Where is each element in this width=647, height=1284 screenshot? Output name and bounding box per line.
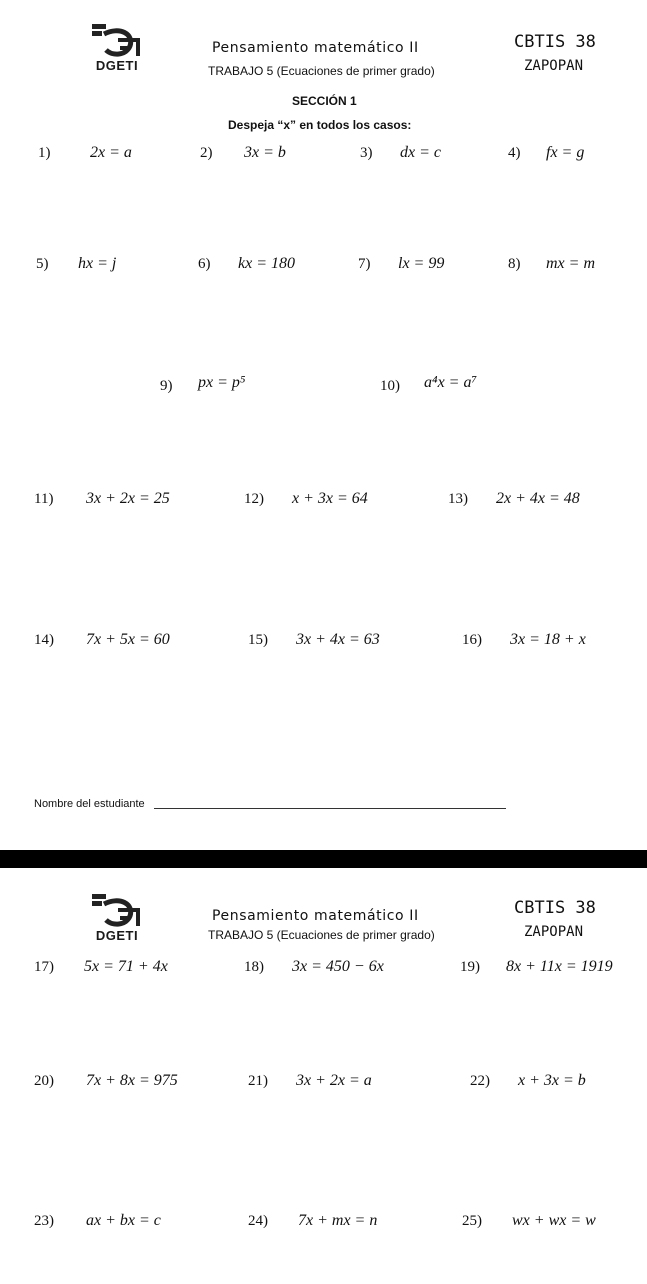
problem-equation: hx = j [78,255,117,272]
problem-equation: 3x = b [244,144,286,161]
school-name: CBTIS 38 [514,32,596,52]
problem-equation: 7x + 8x = 975 [86,1072,178,1089]
problem-equation: px = p⁵ [198,374,246,391]
page-divider [0,850,647,868]
problem-equation: 8x + 11x = 1919 [506,958,613,975]
school-name: CBTIS 38 [514,898,596,918]
problem-equation: 2x + 4x = 48 [496,490,580,507]
problem-equation: mx = m [546,255,596,272]
student-name-line[interactable] [154,808,506,809]
problem-equation: x + 3x = 64 [292,490,368,507]
problem-number: 9) [160,378,173,394]
problem-equation: lx = 99 [398,255,445,272]
problem-number: 16) [462,632,482,648]
problem-equation: wx + wx = w [512,1212,596,1229]
assignment-title: TRABAJO 5 (Ecuaciones de primer grado) [208,64,435,78]
problem-equation: x + 3x = b [518,1072,586,1089]
student-name-label: Nombre del estudiante [34,798,145,810]
course-title: Pensamiento matemático II [212,908,419,924]
problem-equation: 3x = 18 + x [510,631,586,648]
problem-equation: 3x = 450 − 6x [292,958,384,975]
problem-number: 4) [508,145,521,161]
problem-number: 1) [38,145,51,161]
problem-number: 17) [34,959,54,975]
problem-number: 20) [34,1073,54,1089]
problem-equation: a⁴x = a⁷ [424,374,478,391]
problem-equation: ax + bx = c [86,1212,161,1229]
problem-number: 11) [34,491,54,507]
problem-number: 2) [200,145,213,161]
problem-number: 22) [470,1073,490,1089]
problem-equation: kx = 180 [238,255,295,272]
dgeti-logo [82,22,152,72]
problem-equation: fx = g [546,144,585,161]
problem-equation: dx = c [400,144,441,161]
problem-number: 7) [358,256,371,272]
instruction-text: Despeja “x” en todos los casos: [228,118,412,132]
problem-number: 6) [198,256,211,272]
problem-number: 23) [34,1213,54,1229]
city-name: ZAPOPAN [524,58,584,74]
problem-number: 3) [360,145,373,161]
assignment-title: TRABAJO 5 (Ecuaciones de primer grado) [208,928,435,942]
logo-text: DGETI [95,928,139,943]
problem-number: 15) [248,632,268,648]
problem-equation: 3x + 2x = a [296,1072,372,1089]
problem-number: 24) [248,1213,268,1229]
dgeti-logo-icon [90,22,142,60]
course-title: Pensamiento matemático II [212,40,419,56]
problem-equation: 5x = 71 + 4x [84,958,168,975]
problem-number: 14) [34,632,54,648]
problem-equation: 3x + 2x = 25 [86,490,170,507]
problem-equation: 7x + mx = n [298,1212,378,1229]
dgeti-logo [82,892,152,942]
problem-number: 21) [248,1073,268,1089]
problem-number: 12) [244,491,264,507]
problem-number: 13) [448,491,468,507]
worksheet-page-2 [0,868,647,1284]
problem-number: 5) [36,256,49,272]
problem-number: 10) [380,378,400,394]
problem-equation: 7x + 5x = 60 [86,631,170,648]
dgeti-logo-icon [90,892,142,930]
problem-number: 8) [508,256,521,272]
problem-equation: 3x + 4x = 63 [296,631,380,648]
section-title: SECCIÓN 1 [292,94,357,108]
problem-equation: 2x = a [90,144,132,161]
problem-number: 19) [460,959,480,975]
problem-number: 25) [462,1213,482,1229]
city-name: ZAPOPAN [524,924,584,940]
problem-number: 18) [244,959,264,975]
logo-text: DGETI [95,58,139,73]
